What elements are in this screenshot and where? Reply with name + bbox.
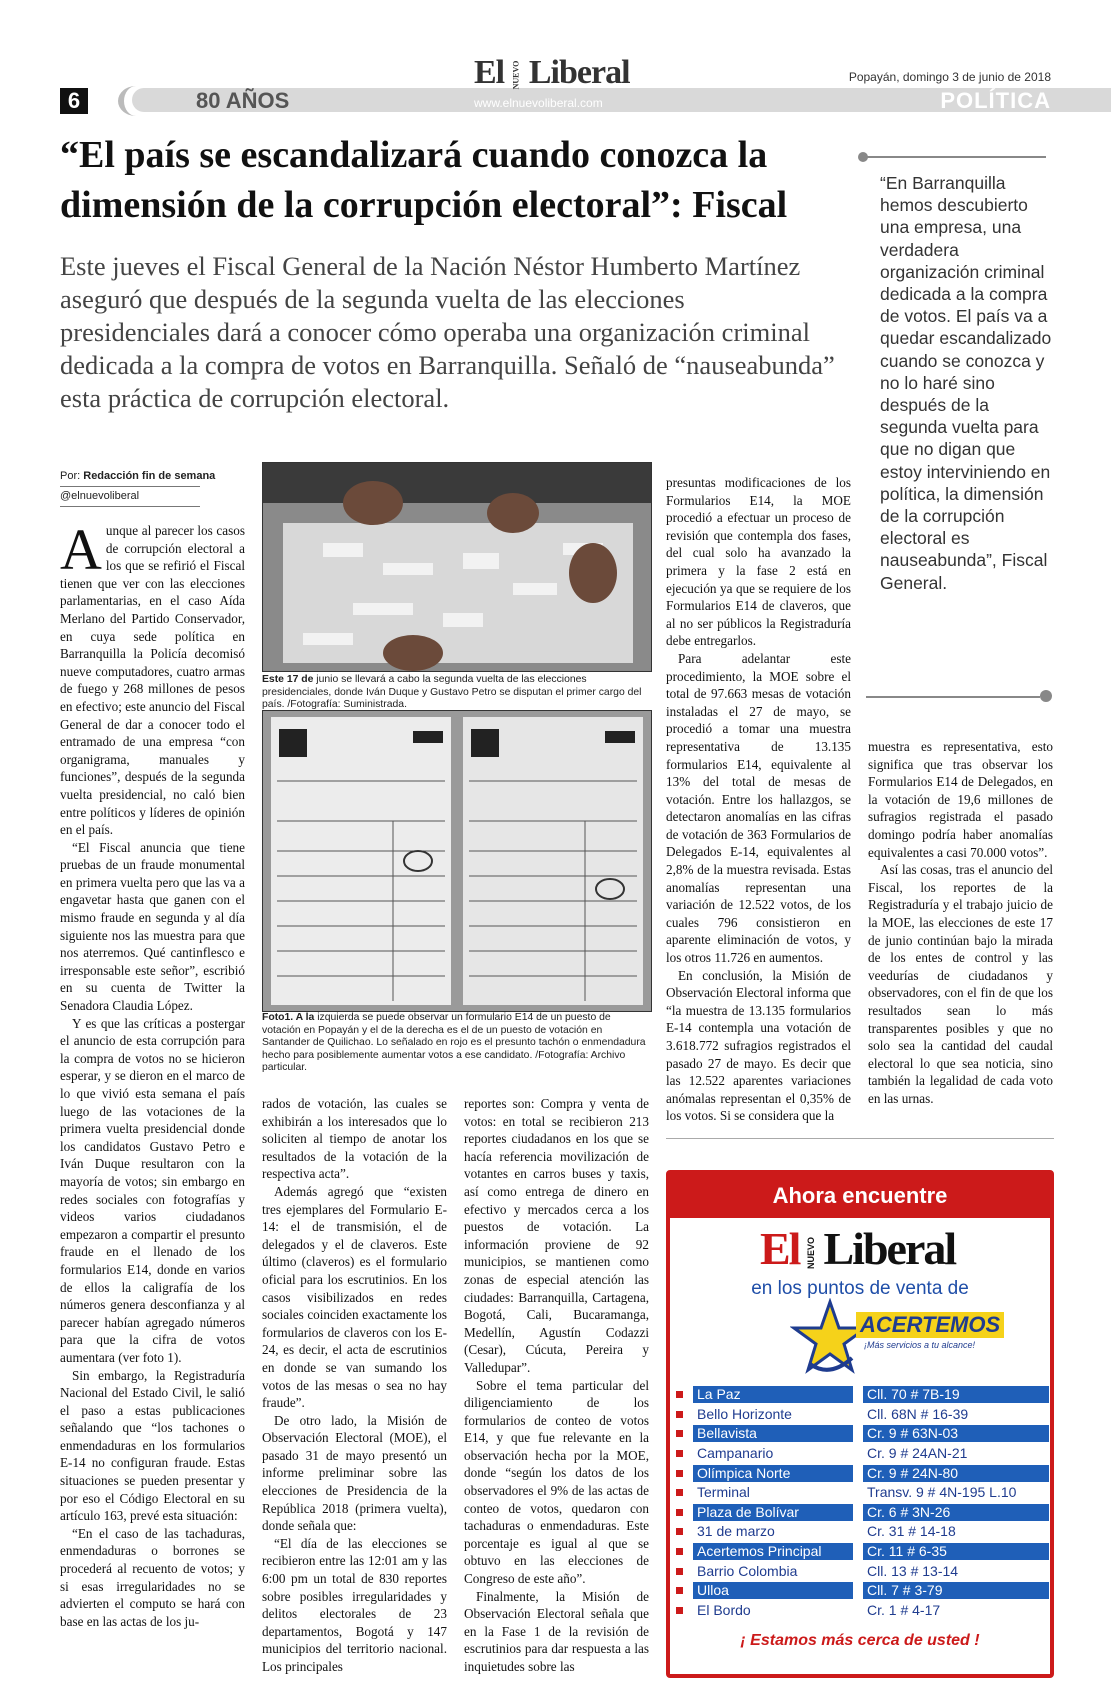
paragraph: Finalmente, la Misión de Observación Electoral señala que en la Fase 1 de la revisión de escrutinios para dar respuesta a las inquietudes sobre las xyxy=(464,1588,649,1674)
bullet-icon xyxy=(676,1607,683,1614)
paragraph xyxy=(60,517,245,839)
bullet-icon xyxy=(676,1430,683,1437)
location-row xyxy=(672,1503,1048,1523)
body-column-4 xyxy=(666,474,851,1125)
location-address: Cll. 68N # 16-39 xyxy=(867,1405,969,1422)
location-name: Campanario xyxy=(697,1445,774,1462)
paragraph: Sobre el tema particular del diligenciamiento de los formularios de conteo de votos E14, y que fue relevante en la observación hecha por la MOE, donde “según los datos de los observadores el 9% de las actas de conteo de votos, quedaron con tachaduras o enmendaduras. Este porcentaje es igual al que se obtuvo en las elecciones de Congreso de este año”. xyxy=(464,1377,649,1587)
section-label: POLÍTICA xyxy=(940,88,1051,113)
ad-separator xyxy=(666,1138,1054,1139)
byline-rule xyxy=(60,486,200,487)
location-row xyxy=(672,1483,1048,1503)
headline: “El país se escandalizará cuando conozca la dimensión de la corrupción electoral”: Fiscal xyxy=(60,134,788,226)
pull-quote-dot-bottom xyxy=(1040,690,1052,702)
byline-author: Redacción fin de semana xyxy=(83,470,216,482)
location-name: 31 de marzo xyxy=(697,1523,775,1540)
location-name: Ulloa xyxy=(693,1582,853,1599)
location-row xyxy=(672,1522,1048,1542)
locations-table xyxy=(672,1385,1048,1620)
location-name: Terminal xyxy=(697,1484,750,1501)
paragraph: rados de votación, las cuales se exhibirán a los interesados que lo soliciten al tiempo de anotar los resultados de la votación de la respectiva acta”. xyxy=(262,1096,447,1182)
location-name: Plaza de Bolívar xyxy=(693,1504,853,1521)
photo-vote-counting-image xyxy=(263,463,651,671)
photo-1-caption-text: junio se llevará a cabo la segunda vuelta de las elecciones presidenciales, donde Iván Duque y Gustavo Petro se disputan el primer cargo del país. /Fotografía: Suministrada. xyxy=(262,674,642,711)
location-name: Bello Horizonte xyxy=(697,1405,792,1422)
acertemos-tagline: ¡Más servicios a tu alcance! xyxy=(864,1340,976,1350)
paragraph: Así las cosas, tras el anuncio del Fiscal, los reportes de la Registraduría y el trabajo juicio de la MOE, las elecciones de este 17 de junio continúan bajo la mirada de los entes de control y las veedurías de ciudadanos y observadores, con el fin de que los resultados sean lo más transparentes posibles y que no solo sea la cantidad del caudal electoral lo que sea noticia, sino también la legalidad de cada voto en las urnas. xyxy=(868,862,1053,1106)
issue-date: Popayán, domingo 3 de junio de 2018 xyxy=(848,70,1051,84)
pull-quote-rule-bottom xyxy=(866,696,1040,698)
ad-subtitle: en los puntos de venta de xyxy=(751,1278,969,1299)
website-url[interactable]: www.elnuevoliberal.com xyxy=(474,96,603,110)
ad-logo-el: El xyxy=(760,1223,800,1274)
paragraph: De otro lado, la Misión de Observación Electoral (MOE), el pasado 31 de mayo presentó un informe preliminar sobre las elecciones de Presidencia de la República 2018 (primera vuelta), donde señala que: xyxy=(262,1412,447,1534)
location-address: Cll. 70 # 7B-19 xyxy=(863,1386,1049,1403)
location-address: Cr. 9 # 24N-80 xyxy=(863,1465,1049,1482)
paragraph: “El Fiscal anuncia que tiene pruebas de un fraude monumental en primera vuelta pero que las va a engavetar hasta que ganen con el mismo fraude en segunda y al día siguiente nos las muestra para que nos aterremos. Qué cantinflesco e irresponsable este señor”, escribió en su cuenta de Twitter la Senadora Claudia López. xyxy=(60,839,245,1014)
newspaper-logo: El NUEVO Liberal xyxy=(474,54,630,91)
ad-logo-nuevo: NUEVO xyxy=(806,1237,817,1270)
byline-handle[interactable]: @elnuevoliberal xyxy=(60,490,140,502)
body-column-5 xyxy=(868,738,1053,1107)
acertemos-brand: ACERTEMOS xyxy=(856,1312,1004,1338)
page-number: 6 xyxy=(60,88,88,114)
paragraph-text: unque al parecer los casos de corrupción electoral a los que se refirió el Fiscal tienen que ver con las elecciones parlamentarias, en el caso Aída Merlano del Partido Conservador, en cuya sede política en Barranquilla la Policía decomisó nueve computadores, cuatro armas de fuego y 268 millones de pesos en efectivo; este anuncio del Fiscal General de dar a conocer todo el entramado de una empresa “con organigrama, manuales y funciones”, después de la segunda vuelta presidencial, no caló bien entre políticos y líderes de opinión en el país. xyxy=(60,523,245,838)
ad-headline: Ahora encuentre xyxy=(670,1174,1050,1218)
body-column-1 xyxy=(60,517,245,1630)
location-address: Cr. 9 # 24AN-21 xyxy=(867,1445,968,1462)
bullet-icon xyxy=(676,1411,683,1418)
location-address: Cr. 6 # 3N-26 xyxy=(863,1504,1049,1521)
location-address: Cr. 31 # 14-18 xyxy=(867,1523,956,1540)
paragraph: Sin embargo, la Registraduría Nacional del Estado Civil, le salió el paso a estas publicaciones señalando que “los tachones o enmendaduras en los formularios E-14 no configuran fraude. Estas situaciones se pueden presentar y por eso el Código Electoral en su artículo 163, prevé esta situación: xyxy=(60,1367,245,1524)
bullet-icon xyxy=(676,1587,683,1594)
location-row xyxy=(672,1463,1048,1483)
location-name: Barrio Colombia xyxy=(697,1562,798,1579)
location-row xyxy=(672,1405,1048,1425)
bullet-icon xyxy=(676,1528,683,1535)
paragraph: reportes son: Compra y venta de votos: en total se recibieron 213 reportes ciudadanos en los que se hacía referencia movilización de votantes en carros buses y taxis, así como entrega de dinero en efectivo y mercados cerca a los puestos de votación. La información proviene de 92 municipios, se mantienen como zonas de especial atención las ciudades: Barranquilla, Cartagena, Bogotá, Cali, Bucaramanga, Medellín, Agustín Codazzi (Cesar), Cúcuta, Pereira y Valledupar”. xyxy=(464,1096,649,1375)
anniversary-label: 80 AÑOS xyxy=(196,88,290,113)
paragraph: presuntas modificaciones de los Formularios E14, la MOE procedió a efectuar un proceso de revisión que contempla dos fases, del cual solo ha avanzado la primera y la fase 2 está en ejecución ya que se requiere de los Formularios E14 de claveros, que al no ser públicos la Registraduría debe entregarlos. xyxy=(666,475,851,649)
byline-prefix: Por: xyxy=(60,470,81,482)
pull-quote-rule-top xyxy=(866,156,1046,158)
paragraph: “El día de las elecciones se recibieron entre las 12:01 am y las 6:00 pm un total de 830 reportes sobre posibles irregularidades y delitos electorales de 23 departamentos, Bogotá y 147 municipios del territorio nacional. Los principales xyxy=(262,1535,447,1674)
acertemos-star-icon xyxy=(790,1298,870,1378)
location-address: Transv. 9 # 4N-195 L.10 xyxy=(867,1484,1017,1501)
location-address: Cll. 13 # 13-14 xyxy=(867,1562,959,1579)
body-column-2 xyxy=(262,1095,447,1676)
bullet-icon xyxy=(676,1548,683,1555)
bullet-icon xyxy=(676,1391,683,1398)
location-row xyxy=(672,1385,1048,1405)
paragraph: En conclusión, la Misión de Observación Electoral informa que “la muestra de 13.135 formularios E-14 contempla una votación de 3.618.772 sufragios registrados el pasado 27 de mayo. Es decir que las 12.522 aparentes variaciones anómalas representan el 0,35% de los votos. Si se considera que la xyxy=(666,967,851,1124)
header-arc-decoration xyxy=(118,86,154,116)
location-name: Acertemos Principal xyxy=(693,1543,853,1560)
photo-e14-forms-image xyxy=(263,711,651,1011)
body-column-3 xyxy=(464,1095,649,1676)
ad-logo-liberal: Liberal xyxy=(823,1223,956,1274)
photo-vote-counting xyxy=(262,462,652,672)
bullet-icon xyxy=(676,1470,683,1477)
photo-1-caption-lead: Este 17 de xyxy=(262,674,314,685)
ad-logo xyxy=(760,1224,955,1278)
photo-2-caption-lead: Foto1. A la xyxy=(262,1012,315,1023)
paragraph: Y es que las críticas a postergar el anuncio de esta corrupción para la compra de votos no se hicieron esperar, y se dieron en el marco de lo que vivió esta semana el país luego de las votaciones de la primera vuelta presidencial donde los candidatos Gustavo Petro e Iván Duque resultaron con la mayoría de votos; sin embargo en redes sociales con fotografías y videos varios ciudadanos empezaron a compartir el presunto fraude en el llenado de los formularios E14, donde en varios de ellos la caligrafía de los números genera desconfianza y al parecer habían agregado números para que la cifra de votos aumentara (ver foto 1). xyxy=(60,1015,245,1365)
location-row xyxy=(672,1424,1048,1444)
photo-2-caption-text: izquierda se puede observar un formulario E14 de un puesto de votación en Popayán y el de la derecha es el de un puesto de votación en Santander de Quilichao. Lo señalado en rojo es el presunto tachón o enmendadura hecho para posiblemente aumentar votos a ese candidato. /Fotografía: Archivo particular. xyxy=(262,1012,646,1074)
bullet-icon xyxy=(676,1509,683,1516)
bullet-icon xyxy=(676,1450,683,1457)
location-name: La Paz xyxy=(693,1386,853,1403)
location-row xyxy=(672,1561,1048,1581)
location-row xyxy=(672,1581,1048,1601)
drop-cap: A xyxy=(60,517,102,582)
photo-e14-forms xyxy=(262,710,652,1012)
location-row xyxy=(672,1542,1048,1562)
location-row xyxy=(672,1601,1048,1621)
deck: Este jueves el Fiscal General de la Nación Néstor Humberto Martínez aseguró que después de la segunda vuelta de las elecciones presidenciales dará a conocer cómo operaba una organización criminal dedicada a la compra de votos en Barranquilla. Señaló de “nauseabunda” esta práctica de corrupción electoral. xyxy=(60,251,835,413)
location-name: Olímpica Norte xyxy=(693,1465,853,1482)
ad-footer: ¡ Estamos más cerca de usted ! xyxy=(740,1632,980,1649)
paragraph: Para adelantar este procedimiento, la MOE sobre el total de 97.663 mesas de votación instaladas el 27 de mayo, se procedió a tomar una muestra representativa de 13.135 formularios E14, equivalente al 13% del total de mesas de votación. Entre los hallazgos, se detectaron anomalías en las cifras de votación de 363 Formularios de Delegados E-14, equivalentes al 2,8% de la muestra revisada. Estas anomalías representan una variación de 12.522 votos, de los cuales 796 consistieron en aparente eliminación de votos, y los otros 11.726 en aumentos. xyxy=(666,650,851,966)
location-address: Cr. 11 # 6-35 xyxy=(863,1543,1049,1560)
byline xyxy=(60,470,215,482)
handle-rule xyxy=(60,506,200,507)
paragraph: “En el caso de las tachaduras, enmendaduras o borrones se procederá al recuento de votos; y si esas irregularidades no se advierten el computo se hará con base en las actas de los ju- xyxy=(60,1525,245,1629)
location-address: Cll. 7 # 3-79 xyxy=(863,1582,1049,1599)
bullet-icon xyxy=(676,1489,683,1496)
photo-2-caption xyxy=(262,1012,650,1075)
bullet-icon xyxy=(676,1568,683,1575)
photo-1-caption xyxy=(262,674,650,712)
pull-quote: “En Barranquilla hemos descubierto una empresa, una verdadera organización criminal dedicada a la compra de votos. El país va a quedar escandalizado cuando se conozca y no lo haré sino después de la segunda vuelta para que no digan que estoy interviniendo en política, la dimensión de la corrupción electoral es nauseabunda”, Fiscal General. xyxy=(880,173,1052,593)
location-name: El Bordo xyxy=(697,1601,751,1618)
location-row xyxy=(672,1444,1048,1464)
location-address: Cr. 1 # 4-17 xyxy=(867,1601,941,1618)
location-address: Cr. 9 # 63N-03 xyxy=(863,1425,1049,1442)
location-name: Bellavista xyxy=(693,1425,853,1442)
paragraph: Además agregó que “existen tres ejemplares del Formulario E-14: el de transmisión, el de delegados y el de claveros. Este último (claveros) es el formulario oficial para los escrutinios. En los casos visibilizados en redes sociales coinciden exactamente los formularios de claveros con los E-24, es decir, el acta de escrutinios en donde se van sumando los votos de las mesas o sea no hay fraude”. xyxy=(262,1183,447,1411)
paragraph: muestra es representativa, esto significa que tras observar los Formularios E14 de Delegados, en la votación de 19,6 millones de sufragios registrada el pasado domingo podría haber anomalías equivalentes a casi 70.000 votos”. xyxy=(868,739,1053,860)
